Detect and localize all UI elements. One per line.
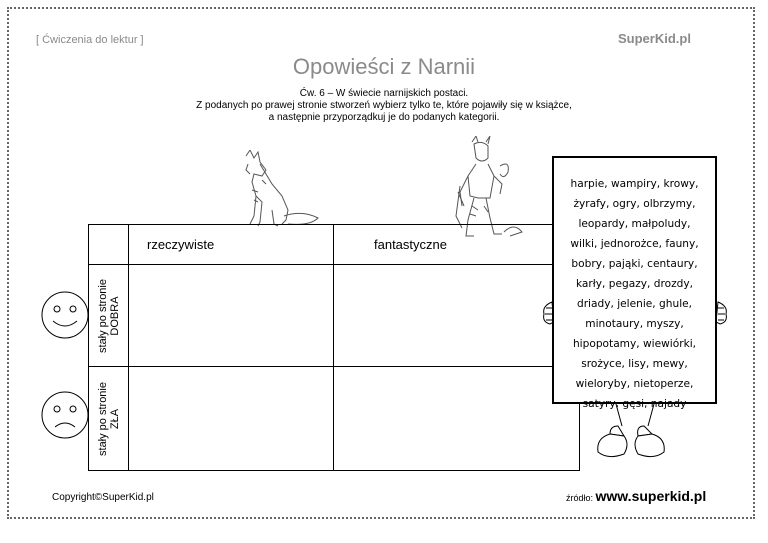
- creature-list-sign: [552, 156, 717, 410]
- creature-list-line: bobry, pająki, centaury,: [571, 258, 698, 270]
- row-label-good-line1: stały po stronie: [96, 278, 109, 353]
- instruction-line-1: Z podanych po prawej stronie stworzeń wybierz tylko te, które pojawiły się w książce,: [196, 100, 572, 111]
- exercise-number: Ćw. 6 – W świecie narnijskich postaci.: [299, 88, 469, 99]
- smiley-face-icon: [40, 290, 90, 340]
- row-label-good-line2: DOBRA: [108, 295, 121, 336]
- creature-list-line: wieloryby, nietoperze,: [575, 378, 694, 390]
- instruction-line-2: a następnie przyporządkuj je do podanych kategorii.: [268, 112, 500, 123]
- creature-list-line: żyrafy, ogry, olbrzymy,: [573, 198, 696, 210]
- creature-list-line: harpie, wampiry, krowy,: [570, 178, 699, 190]
- brand-logo-text: SuperKid.pl: [618, 31, 691, 46]
- source-url-link[interactable]: www.superkid.pl: [595, 488, 707, 504]
- sad-face-icon: [40, 390, 90, 440]
- creature-list-line: karły, pegazy, drozdy,: [575, 278, 694, 290]
- source-label: źródło:: [566, 493, 594, 503]
- creature-list-line: srożyce, lisy, mewy,: [581, 358, 688, 370]
- column-header-fantastic: fantastyczne: [334, 225, 580, 265]
- page-title: Opowieści z Narnii: [292, 54, 476, 79]
- creature-list-line: hipopotamy, wiewiórki,: [572, 338, 697, 350]
- cell-good-real[interactable]: [129, 265, 334, 367]
- copyright-text: Copyright©SuperKid.pl: [52, 492, 154, 503]
- row-label-evil-line2: ZŁA: [108, 408, 121, 429]
- category-table: [88, 224, 580, 471]
- creature-list-line: satyry, gęsi, najady: [582, 398, 687, 410]
- column-header-real: rzeczywiste: [129, 225, 334, 265]
- corner-cell: [89, 225, 129, 265]
- row-label-evil: [89, 367, 129, 471]
- creature-list-line: wilki, jednorożce, fauny,: [570, 238, 699, 250]
- row-label-good: [89, 265, 129, 367]
- category-label: [ Ćwiczenia do lektur ]: [36, 34, 144, 46]
- cell-evil-real[interactable]: [129, 367, 334, 471]
- creature-list-line: leopardy, małpoludy,: [578, 218, 691, 230]
- row-label-evil-line1: stały po stronie: [96, 381, 109, 456]
- creature-list-line: minotaury, myszy,: [585, 318, 684, 330]
- source-credit: [566, 488, 706, 504]
- creature-list-line: driady, jelenie, ghule,: [576, 298, 693, 310]
- fox-illustration: [232, 150, 324, 230]
